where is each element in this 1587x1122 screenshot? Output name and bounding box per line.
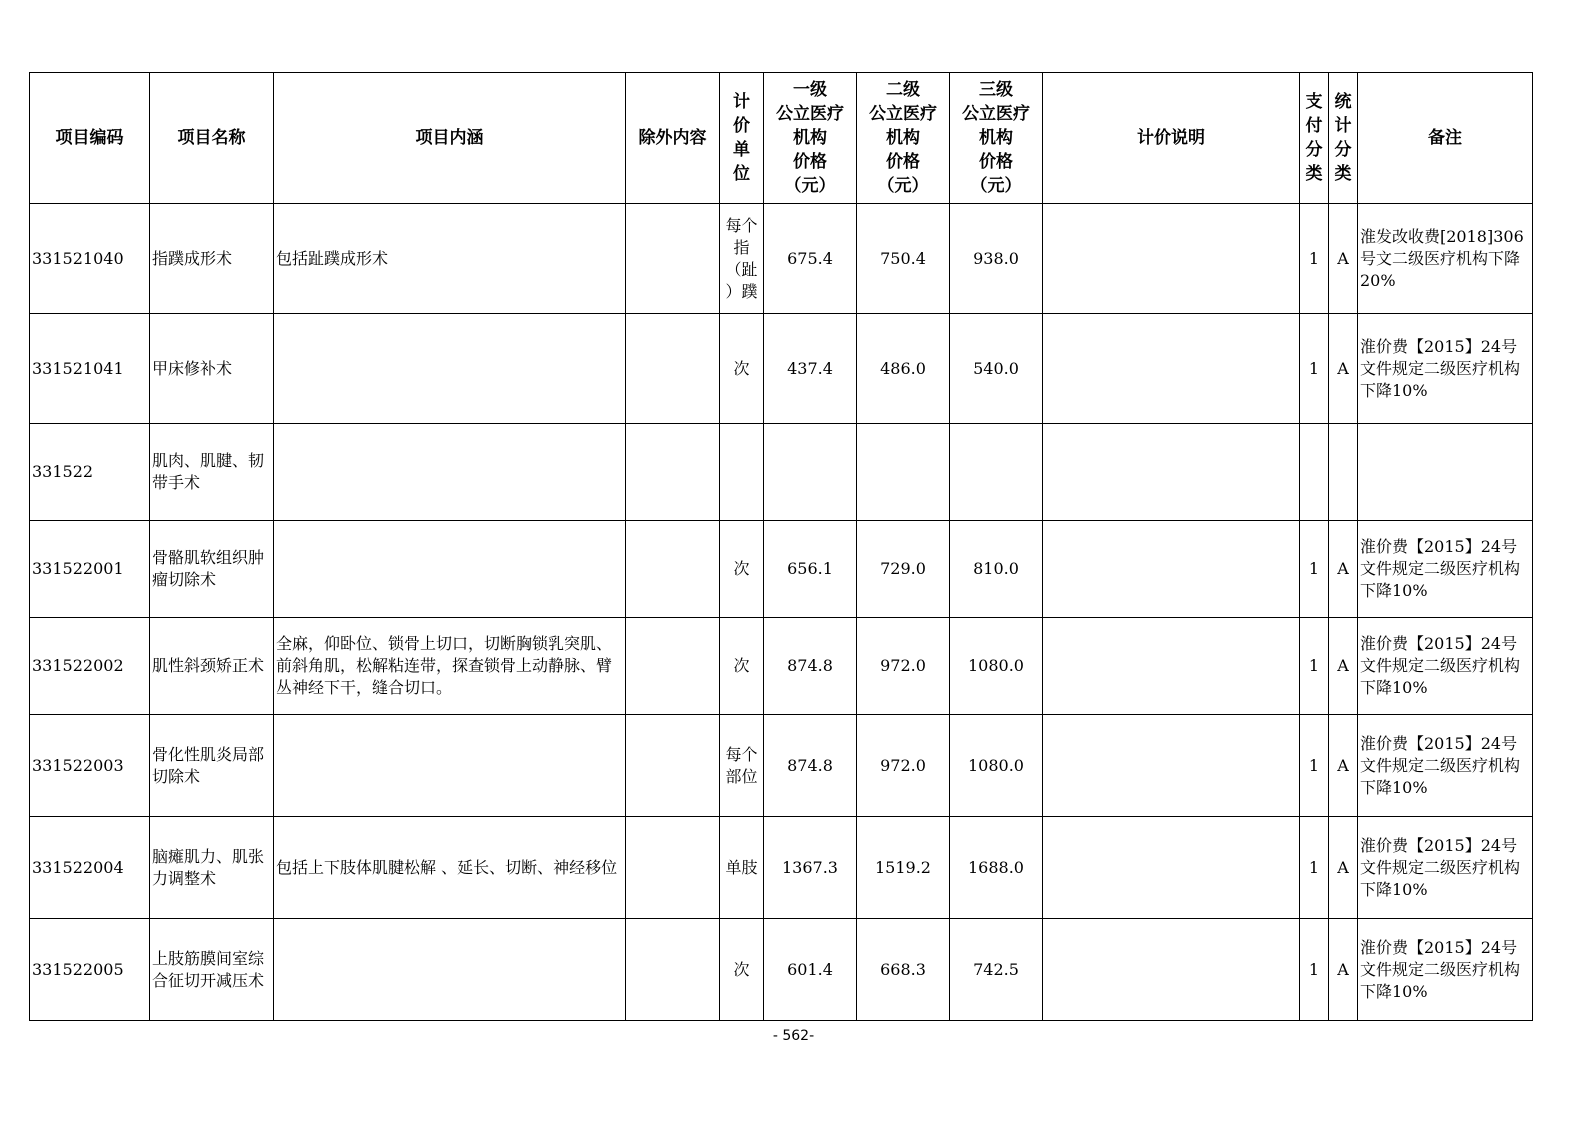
cell-payment-class: 1 <box>1300 521 1329 618</box>
cell-name: 甲床修补术 <box>150 314 274 424</box>
cell-content <box>274 715 626 817</box>
cell-remark <box>1358 424 1533 521</box>
cell-exclusion <box>626 314 720 424</box>
cell-unit: 次 <box>720 314 764 424</box>
cell-payment-class: 1 <box>1300 817 1329 919</box>
cell-exclusion <box>626 919 720 1021</box>
header-exclusion: 除外内容 <box>626 73 720 204</box>
cell-remark: 淮价费【2015】24号文件规定二级医疗机构下降10% <box>1358 817 1533 919</box>
cell-pricing-note <box>1043 618 1300 715</box>
cell-payment-class <box>1300 424 1329 521</box>
cell-stat-class: A <box>1329 919 1358 1021</box>
cell-unit: 次 <box>720 919 764 1021</box>
cell-name: 指蹼成形术 <box>150 204 274 314</box>
cell-payment-class: 1 <box>1300 919 1329 1021</box>
price-table <box>29 72 1533 1021</box>
header-price-level2: 二级 公立医疗 机构 价格 （元） <box>857 73 950 204</box>
cell-exclusion <box>626 715 720 817</box>
cell-unit <box>720 424 764 521</box>
cell-price-level1: 675.4 <box>764 204 857 314</box>
table-body <box>30 204 1533 1021</box>
cell-code: 331522004 <box>30 817 150 919</box>
cell-exclusion <box>626 521 720 618</box>
cell-content: 包括趾蹼成形术 <box>274 204 626 314</box>
header-content: 项目内涵 <box>274 73 626 204</box>
cell-price-level1 <box>764 424 857 521</box>
cell-unit: 次 <box>720 521 764 618</box>
cell-exclusion <box>626 817 720 919</box>
cell-exclusion <box>626 204 720 314</box>
cell-content: 包括上下肢体肌腱松解 、延长、切断、神经移位 <box>274 817 626 919</box>
cell-price-level3: 540.0 <box>950 314 1043 424</box>
cell-stat-class: A <box>1329 521 1358 618</box>
table-row <box>30 521 1533 618</box>
table-row <box>30 424 1533 521</box>
cell-content <box>274 521 626 618</box>
cell-exclusion <box>626 424 720 521</box>
header-code: 项目编码 <box>30 73 150 204</box>
cell-price-level3: 1080.0 <box>950 715 1043 817</box>
cell-price-level3: 1080.0 <box>950 618 1043 715</box>
cell-exclusion <box>626 618 720 715</box>
cell-remark: 淮价费【2015】24号文件规定二级医疗机构下降10% <box>1358 314 1533 424</box>
cell-remark: 淮价费【2015】24号文件规定二级医疗机构下降10% <box>1358 618 1533 715</box>
cell-price-level2: 729.0 <box>857 521 950 618</box>
cell-stat-class: A <box>1329 817 1358 919</box>
cell-code: 331521041 <box>30 314 150 424</box>
cell-price-level3: 1688.0 <box>950 817 1043 919</box>
cell-name: 脑瘫肌力、肌张力调整术 <box>150 817 274 919</box>
cell-payment-class: 1 <box>1300 618 1329 715</box>
cell-pricing-note <box>1043 817 1300 919</box>
cell-code: 331522003 <box>30 715 150 817</box>
cell-price-level3 <box>950 424 1043 521</box>
cell-price-level2 <box>857 424 950 521</box>
table-row <box>30 314 1533 424</box>
cell-remark: 淮价费【2015】24号文件规定二级医疗机构下降10% <box>1358 521 1533 618</box>
cell-pricing-note <box>1043 424 1300 521</box>
cell-name: 肌性斜颈矫正术 <box>150 618 274 715</box>
cell-price-level1: 874.8 <box>764 715 857 817</box>
table-row <box>30 618 1533 715</box>
cell-price-level1: 656.1 <box>764 521 857 618</box>
cell-pricing-note <box>1043 919 1300 1021</box>
cell-unit: 单肢 <box>720 817 764 919</box>
cell-name: 肌肉、肌腱、韧带手术 <box>150 424 274 521</box>
cell-stat-class <box>1329 424 1358 521</box>
cell-stat-class: A <box>1329 314 1358 424</box>
header-price-level3: 三级 公立医疗 机构 价格 （元） <box>950 73 1043 204</box>
table-row <box>30 817 1533 919</box>
cell-remark: 淮价费【2015】24号文件规定二级医疗机构下降10% <box>1358 715 1533 817</box>
cell-price-level3: 810.0 <box>950 521 1043 618</box>
cell-content <box>274 314 626 424</box>
header-price-level1: 一级 公立医疗 机构 价格 （元） <box>764 73 857 204</box>
cell-content: 全麻，仰卧位、锁骨上切口，切断胸锁乳突肌、前斜角肌，松解粘连带，探查锁骨上动静脉、臂丛神经下干，缝合切口。 <box>274 618 626 715</box>
cell-pricing-note <box>1043 521 1300 618</box>
cell-unit: 每个 部位 <box>720 715 764 817</box>
cell-price-level2: 972.0 <box>857 618 950 715</box>
cell-stat-class: A <box>1329 204 1358 314</box>
cell-content <box>274 919 626 1021</box>
header-pricing-note: 计价说明 <box>1043 73 1300 204</box>
cell-remark: 淮发改收费[2018]306号文二级医疗机构下降20% <box>1358 204 1533 314</box>
cell-price-level2: 486.0 <box>857 314 950 424</box>
cell-price-level2: 668.3 <box>857 919 950 1021</box>
cell-pricing-note <box>1043 204 1300 314</box>
cell-payment-class: 1 <box>1300 314 1329 424</box>
cell-remark: 淮价费【2015】24号文件规定二级医疗机构下降10% <box>1358 919 1533 1021</box>
header-name: 项目名称 <box>150 73 274 204</box>
cell-name: 骨化性肌炎局部切除术 <box>150 715 274 817</box>
table-row <box>30 919 1533 1021</box>
cell-code: 331522002 <box>30 618 150 715</box>
cell-code: 331521040 <box>30 204 150 314</box>
header-unit: 计 价 单 位 <box>720 73 764 204</box>
table-row <box>30 715 1533 817</box>
header-row <box>30 73 1533 204</box>
cell-name: 上肢筋膜间室综合征切开减压术 <box>150 919 274 1021</box>
cell-price-level1: 601.4 <box>764 919 857 1021</box>
cell-price-level2: 1519.2 <box>857 817 950 919</box>
cell-unit: 次 <box>720 618 764 715</box>
cell-code: 331522005 <box>30 919 150 1021</box>
cell-price-level3: 742.5 <box>950 919 1043 1021</box>
cell-payment-class: 1 <box>1300 204 1329 314</box>
cell-payment-class: 1 <box>1300 715 1329 817</box>
cell-code: 331522 <box>30 424 150 521</box>
price-table-sheet <box>29 72 1532 1021</box>
cell-pricing-note <box>1043 715 1300 817</box>
cell-code: 331522001 <box>30 521 150 618</box>
page-number: - 562- <box>772 1028 815 1044</box>
cell-price-level2: 972.0 <box>857 715 950 817</box>
cell-price-level1: 874.8 <box>764 618 857 715</box>
cell-price-level2: 750.4 <box>857 204 950 314</box>
cell-price-level1: 437.4 <box>764 314 857 424</box>
cell-content <box>274 424 626 521</box>
cell-unit: 每个 指 （趾 ）蹼 <box>720 204 764 314</box>
cell-stat-class: A <box>1329 618 1358 715</box>
header-stat-class: 统 计 分 类 <box>1329 73 1358 204</box>
cell-pricing-note <box>1043 314 1300 424</box>
header-payment-class: 支 付 分 类 <box>1300 73 1329 204</box>
cell-stat-class: A <box>1329 715 1358 817</box>
cell-price-level1: 1367.3 <box>764 817 857 919</box>
header-remark: 备注 <box>1358 73 1533 204</box>
table-row <box>30 204 1533 314</box>
cell-name: 骨骼肌软组织肿瘤切除术 <box>150 521 274 618</box>
cell-price-level3: 938.0 <box>950 204 1043 314</box>
